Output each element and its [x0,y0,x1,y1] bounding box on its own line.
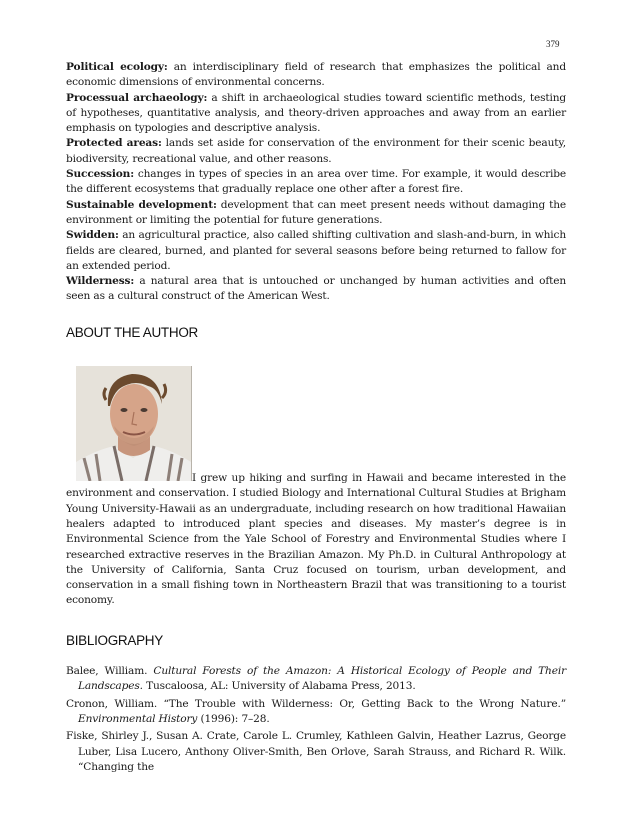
glossary-entry [66,91,566,137]
glossary-entry [66,228,566,274]
bib-author: Balee, William. [66,665,154,678]
glossary-entry [66,60,566,91]
about-author-heading: ABOUT THE AUTHOR [66,324,198,340]
glossary-entry [66,167,566,198]
glossary-definition: a natural area that is untouched or unchanged by human activities and often seen as a cultural construct of the American West. [66,275,566,303]
author-photo [76,366,192,481]
bib-author: Cronon, William. “The Trouble with Wilderness: Or, Getting Back to the Wrong Nature.” [66,697,566,710]
glossary-term: Protected areas: [66,137,162,150]
bib-title: Cultural Forests of the Amazon: A Historical Ecology of People and Their Landscapes. [78,665,566,693]
author-bio-text: I grew up hiking and surfing in Hawaii and became interested in the environment and conservation. I studied Biology and International Cultural Studies at Brigham Young University-Hawaii as an undergraduate, including research on how traditional Hawaiian healers adapted to introduced plant species and diseases. My master’s degree is in Environmental Science from the Yale School of Forestry and Environmental Studies where I researched extractive reserves in the Brazilian Amazon. My Ph.D. in Cultural Anthropology at the University of California, Santa Cruz focused on tourism, urban development, and conservation in a small fishing town in Northeastern Brazil that was transitioning to a tourist economy. [66,472,566,607]
glossary-term: Sustainable development: [66,198,217,211]
glossary-list [66,60,566,305]
glossary-term: Political ecology: [66,61,168,73]
bibliography-list [66,664,566,775]
glossary-entry [66,274,566,305]
glossary-definition: development that can meet present needs without damaging the environment or limiting the potential for future generations. [66,198,567,226]
bib-publication: Tuscaloosa, AL: University of Alabama Press, 2013. [142,680,416,693]
bib-publication: (1996): 7–28. [197,712,270,725]
bib-author: Fiske, Shirley J., Susan A. Crate, Carole L. Crumley, Kathleen Galvin, Heather Lazrus, George Luber, Lisa Lucero, Anthony Oliver-Smith, Ben Orlove, Sarah Strauss, and Richard R. Wilk. “Changing the [66,730,566,773]
glossary-term: Swidden: [66,229,119,242]
page-content [66,60,566,777]
bibliography-entry [66,664,566,695]
glossary-definition: a shift in archaeological studies toward scientific methods, testing of hypotheses, quantitative analysis, and theory-driven approaches and away from an earlier emphasis on typologies and descriptive analysis. [66,91,567,135]
bib-title: Environmental History [78,712,198,725]
glossary-definition: an interdisciplinary field of research that emphasizes the political and economic dimensions of environmental concerns. [66,61,566,89]
glossary-definition: lands set aside for conservation of the environment for their scenic beauty, biodiversity, recreational value, and other reasons. [66,137,566,165]
glossary-term: Succession: [66,168,134,181]
author-bio [66,366,566,609]
portrait-image-icon [76,366,191,481]
page-number: 379 [546,39,560,49]
glossary-term: Wilderness: [66,275,135,288]
bibliography-entry [66,729,566,775]
glossary-definition: changes in types of species in an area over time. For example, it would describe the different ecosystems that gradually replace one other after a forest fire. [66,168,566,196]
glossary-term: Processual archaeology: [66,91,208,104]
glossary-entry [66,136,566,167]
glossary-definition: an agricultural practice, also called shifting cultivation and slash-and-burn, in which fields are cleared, burned, and planted for several seasons before being returned to fallow for an extended period. [66,229,566,272]
glossary-entry [66,198,566,229]
bibliography-entry [66,697,566,728]
bibliography-heading: BIBLIOGRAPHY [66,632,163,648]
